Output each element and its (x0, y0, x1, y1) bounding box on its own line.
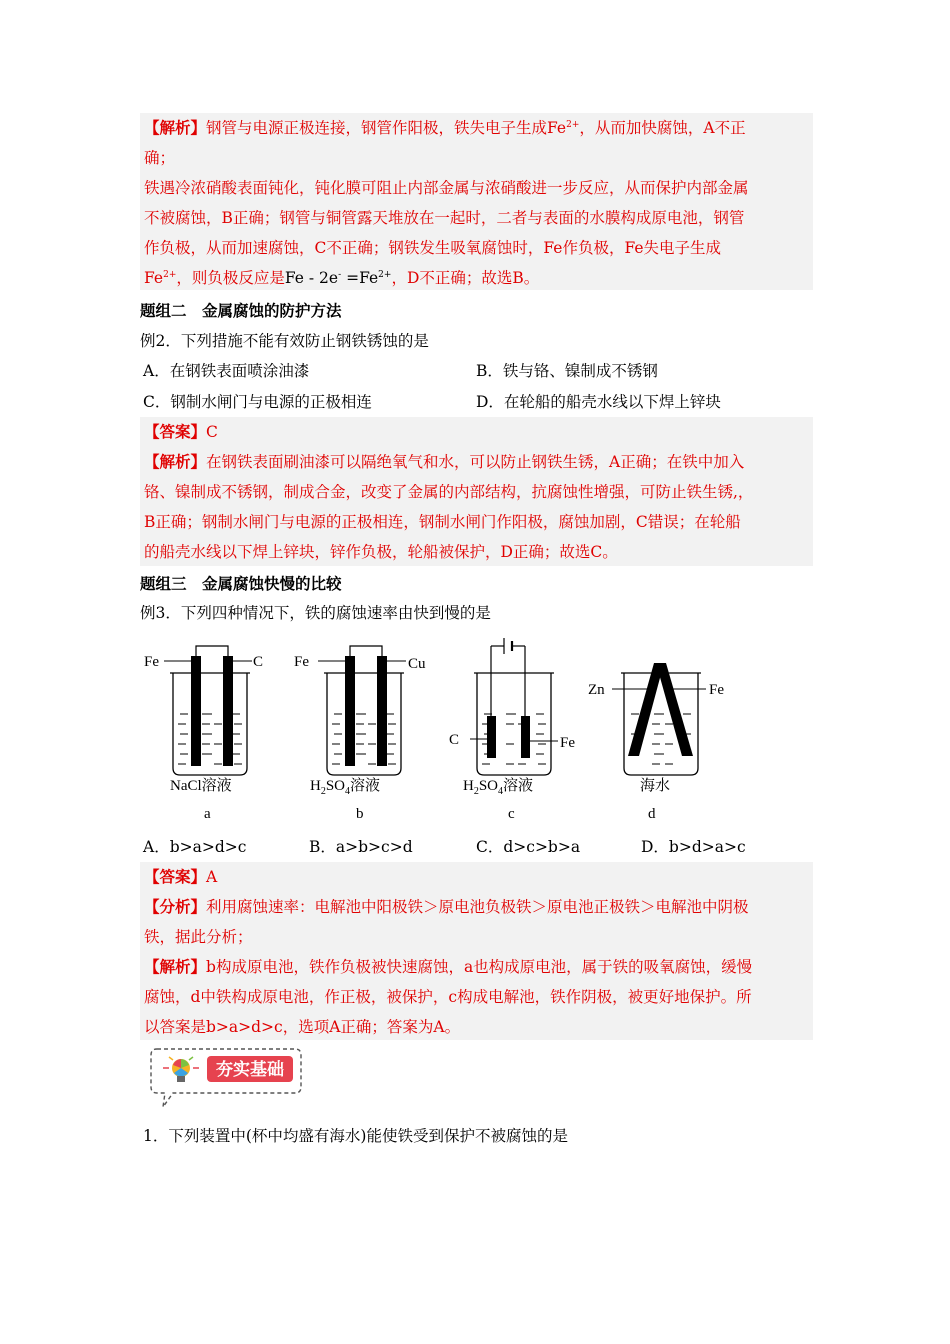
fig-a-solution: NaCl溶液 (170, 778, 232, 794)
ex1-analysis-line-3: 铁遇冷浓硝酸表面钝化，钝化膜可阻止内部金属与浓硝酸进一步反应，从而保护内部金属 (144, 179, 749, 197)
group2-question: 例2．下列措施不能有效防止钢铁锈蚀的是 (140, 332, 429, 350)
group2-analysis-line-1: 【解析】在钢铁表面刷油漆可以隔绝氧气和水，可以防止钢铁生锈，A正确；在铁中加入 (144, 452, 745, 471)
ex1-analysis-line-2: 确； (144, 149, 176, 167)
fig-b-left-label: Fe (294, 654, 309, 670)
group3-analysis-line-3: 以答案是b>a>d>c，选项A正确；答案为A。 (144, 1018, 461, 1036)
beaker-b (318, 646, 406, 775)
beaker-a (164, 646, 252, 775)
group3-fenxi-line-1: 【分析】利用腐蚀速率：电解池中阳极铁＞原电池负极铁＞原电池正极铁＞电解池中阴极 (144, 897, 749, 916)
beaker-c (470, 638, 558, 775)
group2-option-d: D．在轮船的船壳水线以下焊上锌块 (476, 393, 721, 411)
ex1-analysis-line-5: 作负极，从而加速腐蚀，C不正确；钢铁发生吸氧腐蚀时，Fe作负极，Fe失电子生成 (144, 239, 722, 257)
banner-label: 夯实基础 (216, 1060, 284, 1080)
question-1: 1．下列装置中(杯中均盛有海水)能使铁受到保护不被腐蚀的是 (143, 1127, 568, 1145)
group2-title: 题组二 金属腐蚀的防护方法 (140, 301, 342, 320)
group2-analysis-line-4: 的船壳水线以下焊上锌块，锌作负极，轮船被保护，D正确；故选C。 (144, 543, 618, 561)
group2-option-a: A．在钢铁表面喷涂油漆 (143, 362, 310, 380)
fig-d-tag: d (648, 806, 656, 822)
fig-b-tag: b (356, 806, 364, 822)
group3-answer-block (140, 862, 813, 1040)
group3-option-d: D．b>d>a>c (641, 838, 746, 856)
fig-c-tag: c (508, 806, 515, 822)
fig-b-solution: $H_2SO_4$溶液 (310, 778, 381, 797)
fig-c-solution: $H_2SO_4$溶液 (463, 778, 534, 797)
group3-fenxi-line-2: 铁，据此分析； (144, 928, 253, 946)
group2-option-b: B．铁与铬、镍制成不锈钢 (476, 362, 658, 380)
fig-d-right-label: Fe (709, 682, 724, 698)
corrosion-apparatus-figure (140, 628, 760, 833)
ex1-analysis-line-4: 不被腐蚀，B正确；钢管与铜管露天堆放在一起时，二者与表面的水膜构成原电池，钢管 (144, 209, 745, 227)
beaker-d (612, 663, 706, 775)
group3-question: 例3．下列四种情况下，铁的腐蚀速率由快到慢的是 (140, 604, 491, 622)
fig-b-right-label: Cu (408, 656, 426, 672)
group3-analysis-line-2: 腐蚀，d中铁构成原电池，作正极，被保护，c构成电解池，铁作阴极，被更好地保护。所 (144, 988, 752, 1006)
group3-option-a: A．b>a>d>c (143, 838, 247, 856)
fig-c-left-label: C (449, 732, 460, 748)
ex1-analysis-line-1: 【解析】钢管与电源正极连接，钢管作阳极，铁失电子生成$Fe^{2+}$，从而加快腐蚀，A不正 (144, 118, 746, 137)
group2-answer: 【答案】C (144, 422, 218, 441)
fig-a-right-label: C (253, 654, 264, 670)
ex1-analysis-line-6: $Fe^{2+}$，则负极反应是$Fe - 2e^- =Fe^{2+}$，D不正确；故选B。 (144, 269, 540, 287)
fig-a-tag: a (204, 806, 211, 822)
fig-d-solution: 海水 (640, 778, 671, 794)
group3-title: 题组三 金属腐蚀快慢的比较 (140, 574, 342, 593)
group2-answer-block (140, 417, 813, 566)
group2-analysis-line-2: 铬、镍制成不锈钢，制成合金，改变了金属的内部结构，抗腐蚀性增强，可防止铁生锈,， (144, 483, 754, 501)
fig-c-right-label: Fe (560, 735, 575, 751)
fig-a-left-label: Fe (144, 654, 159, 670)
group2-option-c: C．钢制水闸门与电源的正极相连 (143, 393, 372, 411)
group3-answer: 【答案】A (144, 867, 218, 886)
fig-d-left-label: Zn (588, 682, 605, 698)
negative-electrode-equation: $Fe - 2e^- =Fe^{2+}$ (284, 269, 392, 287)
group3-option-c: C．d>c>b>a (476, 838, 581, 856)
group2-analysis-line-3: B正确；钢制水闸门与电源的正极相连，钢制水闸门作阳极，腐蚀加剧，C错误；在轮船 (144, 513, 741, 531)
group3-analysis-line-1: 【解析】b构成原电池，铁作负极被快速腐蚀，a也构成原电池，属于铁的吸氧腐蚀，缓慢 (144, 957, 753, 976)
group3-option-b: B．a>b>c>d (309, 838, 413, 856)
ex1-analysis-block (140, 113, 813, 290)
section-banner (143, 1043, 308, 1113)
